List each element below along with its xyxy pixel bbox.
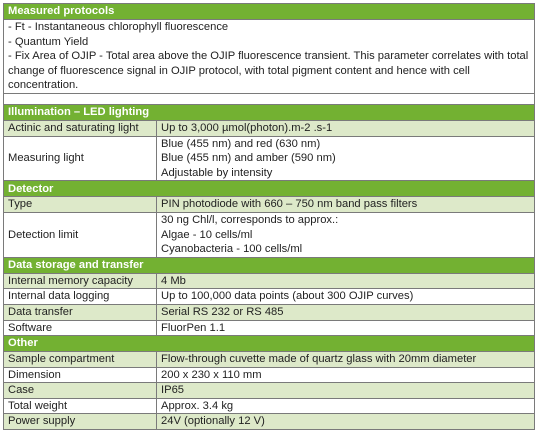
protocol-item-quantum-yield: - Quantum Yield — [8, 35, 89, 48]
spacer-cell — [4, 93, 535, 104]
spec-value: Serial RS 232 or RS 485 — [157, 304, 535, 320]
spec-label: Power supply — [4, 414, 157, 430]
spec-row — [4, 289, 535, 305]
spec-label: Internal data logging — [4, 289, 157, 305]
specifications-table — [3, 3, 535, 430]
section-header-row — [4, 336, 535, 352]
spec-value: Approx. 3.4 kg — [157, 398, 535, 414]
spec-label: Case — [4, 383, 157, 399]
section-header-measured-protocols: Measured protocols — [4, 4, 535, 20]
spec-row — [4, 352, 535, 368]
protocol-item-ft: - Ft - Instantaneous chlorophyll fluorescence — [8, 21, 229, 33]
spec-label: Data transfer — [4, 304, 157, 320]
spec-value: 200 x 230 x 110 mm — [157, 367, 535, 383]
spec-row — [4, 383, 535, 399]
spec-value: FluorPen 1.1 — [157, 320, 535, 336]
spec-label: Type — [4, 197, 157, 213]
spec-value-multiline — [157, 212, 535, 257]
spec-value: Up to 3,000 µmol(photon).m-2 .s-1 — [157, 120, 535, 136]
section-header-row — [4, 104, 535, 120]
spec-row — [4, 197, 535, 213]
spec-value: Flow-through cuvette made of quartz glass with 20mm diameter — [157, 352, 535, 368]
spec-label: Measuring light — [4, 136, 157, 181]
spec-row — [4, 273, 535, 289]
spec-row — [4, 304, 535, 320]
spec-row — [4, 320, 535, 336]
spec-row — [4, 120, 535, 136]
spec-row — [4, 414, 535, 430]
spec-value: 24V (optionally 12 V) — [157, 414, 535, 430]
spec-row — [4, 398, 535, 414]
spec-label: Software — [4, 320, 157, 336]
section-header-detector: Detector — [4, 181, 535, 197]
spec-value: IP65 — [157, 383, 535, 399]
protocols-row — [4, 20, 535, 94]
spec-label: Dimension — [4, 367, 157, 383]
section-header-other: Other — [4, 336, 535, 352]
spacer-row — [4, 93, 535, 104]
section-header-illumination: Illumination – LED lighting — [4, 104, 535, 120]
spec-value-line: Cyanobacteria - 100 cells/ml — [161, 243, 303, 256]
spec-value: 4 Mb — [157, 273, 535, 289]
protocols-list — [4, 20, 535, 94]
spec-row — [4, 212, 535, 257]
section-header-row — [4, 181, 535, 197]
spec-value-line: Blue (455 nm) and amber (590 nm) — [161, 152, 336, 165]
spec-value-multiline — [157, 136, 535, 181]
spec-row — [4, 367, 535, 383]
spec-row — [4, 136, 535, 181]
spec-value-line: Algae - 10 cells/ml — [161, 228, 253, 241]
spec-value: Up to 100,000 data points (about 300 OJIP curves) — [157, 289, 535, 305]
spec-label: Total weight — [4, 398, 157, 414]
spec-value-line: 30 ng Chl/l, corresponds to approx.: — [161, 213, 339, 226]
section-header-row — [4, 4, 535, 20]
spec-label: Detection limit — [4, 212, 157, 257]
spec-value: PIN photodiode with 660 – 750 nm band pass filters — [157, 197, 535, 213]
protocol-item-fix-area: - Fix Area of OJIP - Total area above the OJIP fluorescence transient. This parameter correlates with total change of fluorescence signal in OJIP protocol, with total pigment content and hence with cell concentration. — [8, 50, 529, 92]
spec-label: Actinic and saturating light — [4, 120, 157, 136]
spec-label: Sample compartment — [4, 352, 157, 368]
section-header-row — [4, 257, 535, 273]
spec-label: Internal memory capacity — [4, 273, 157, 289]
section-header-data-storage: Data storage and transfer — [4, 257, 535, 273]
spec-value-line: Adjustable by intensity — [161, 166, 273, 179]
spec-value-line: Blue (455 nm) and red (630 nm) — [161, 137, 321, 150]
